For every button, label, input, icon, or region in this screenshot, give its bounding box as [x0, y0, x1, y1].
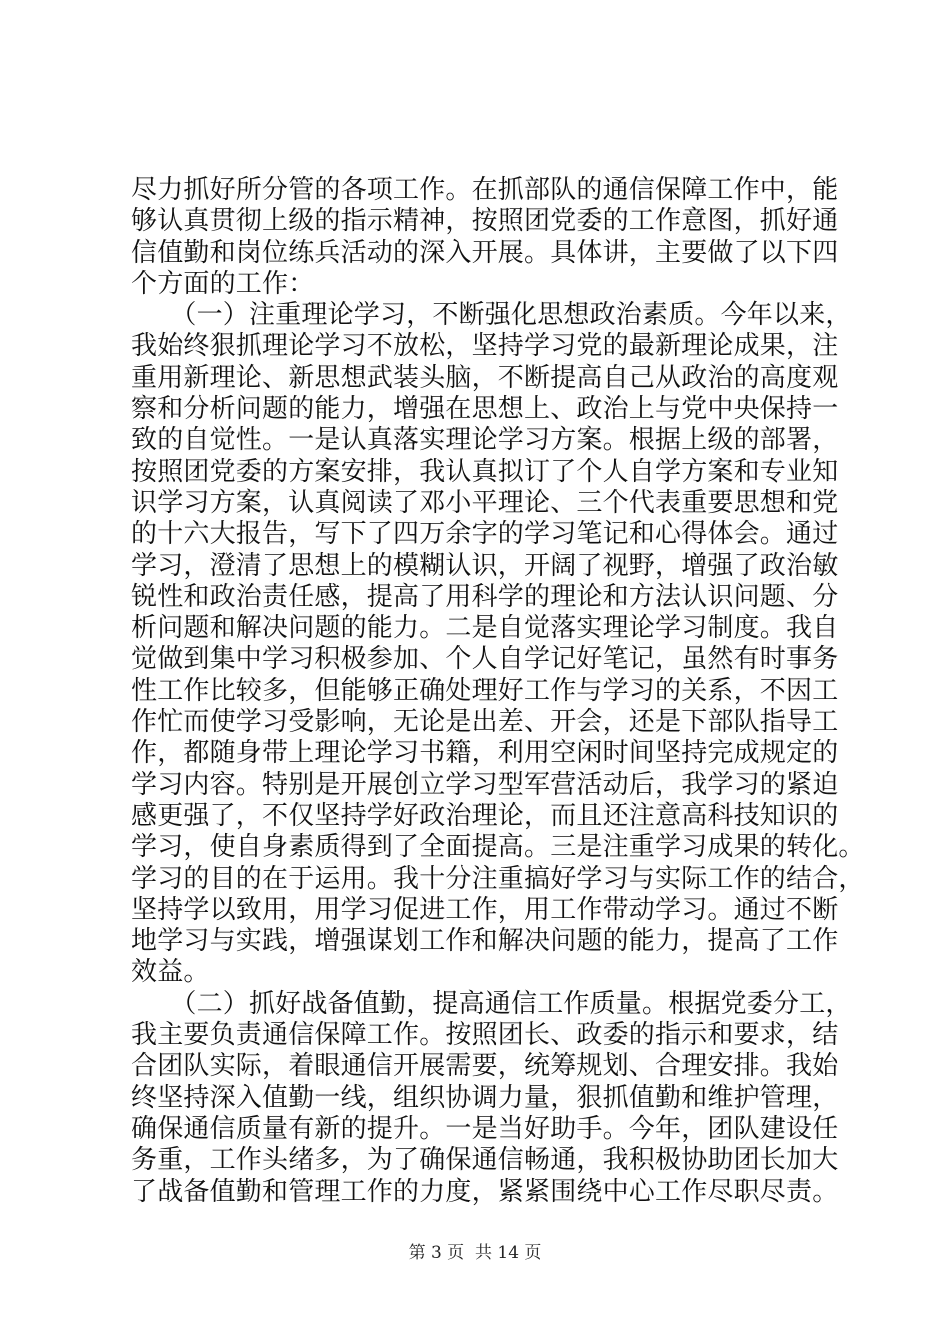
text-line: 的十六大报告，写下了四万余字的学习笔记和心得体会。通过	[131, 519, 839, 550]
text-line: 学习，澄清了思想上的模糊认识，开阔了视野，增强了政治敏	[131, 550, 839, 581]
text-line: 察和分析问题的能力，增强在思想上、政治上与党中央保持一	[131, 394, 839, 425]
text-line: 效益。	[131, 957, 210, 988]
text-line: 终坚持深入值勤一线，组织协调力量，狠抓值勤和维护管理，	[131, 1082, 839, 1113]
text-line: 个方面的工作：	[131, 268, 315, 299]
text-line: 务重，工作头绪多，为了确保通信畅通，我积极协助团长加大	[131, 1145, 839, 1176]
text-line: 析问题和解决问题的能力。二是自觉落实理论学习制度。我自	[131, 613, 839, 644]
text-line: 重用新理论、新思想武装头脑，不断提高自己从政治的高度观	[131, 362, 839, 393]
text-line: 学习内容。特别是开展创立学习型军营活动后，我学习的紧迫	[131, 769, 839, 800]
text-line: 坚持学以致用，用学习促进工作，用工作带动学习。通过不断	[131, 894, 839, 925]
text-line: 性工作比较多，但能够正确处理好工作与学习的关系，不因工	[131, 675, 839, 706]
page-number-label: 第 3 页 共 14 页	[408, 1243, 542, 1263]
text-line: 我主要负责通信保障工作。按照团长、政委的指示和要求，结	[131, 1020, 839, 1051]
text-line: 了战备值勤和管理工作的力度，紧紧围绕中心工作尽职尽责。	[131, 1176, 839, 1207]
text-line: 地学习与实践，增强谋划工作和解决问题的能力，提高了工作	[131, 926, 839, 957]
page-footer	[0, 1238, 950, 1263]
text-line: 致的自觉性。一是认真落实理论学习方案。根据上级的部署，	[131, 425, 839, 456]
text-line: 锐性和政治责任感，提高了用科学的理论和方法认识问题、分	[131, 581, 839, 612]
text-line: 觉做到集中学习积极参加、个人自学记好笔记，虽然有时事务	[131, 644, 839, 675]
text-line: 学习的目的在于运用。我十分注重搞好学习与实际工作的结合，	[131, 863, 865, 894]
text-line: 学习，使自身素质得到了全面提高。三是注重学习成果的转化。	[131, 832, 865, 863]
text-line: （二）抓好战备值勤，提高通信工作质量。根据党委分工，	[131, 988, 852, 1019]
text-line: （一）注重理论学习，不断强化思想政治素质。今年以来，	[131, 300, 852, 331]
text-line: 信值勤和岗位练兵活动的深入开展。具体讲，主要做了以下四	[131, 237, 839, 268]
body-text	[131, 175, 865, 1208]
text-line: 识学习方案，认真阅读了邓小平理论、三个代表重要思想和党	[131, 487, 839, 518]
text-line: 作忙而使学习受影响，无论是出差、开会，还是下部队指导工	[131, 707, 839, 738]
text-line: 按照团党委的方案安排，我认真拟订了个人自学方案和专业知	[131, 456, 839, 487]
text-line: 合团队实际，着眼通信开展需要，统筹规划、合理安排。我始	[131, 1051, 839, 1082]
text-line: 我始终狠抓理论学习不放松，坚持学习党的最新理论成果，注	[131, 331, 839, 362]
text-line: 感更强了，不仅坚持学好政治理论，而且还注意高科技知识的	[131, 800, 839, 831]
text-line: 够认真贯彻上级的指示精神，按照团党委的工作意图，抓好通	[131, 206, 839, 237]
text-line: 尽力抓好所分管的各项工作。在抓部队的通信保障工作中，能	[131, 175, 839, 205]
text-line: 作，都随身带上理论学习书籍，利用空闲时间坚持完成规定的	[131, 738, 839, 769]
text-line: 确保通信质量有新的提升。一是当好助手。今年，团队建设任	[131, 1113, 839, 1144]
